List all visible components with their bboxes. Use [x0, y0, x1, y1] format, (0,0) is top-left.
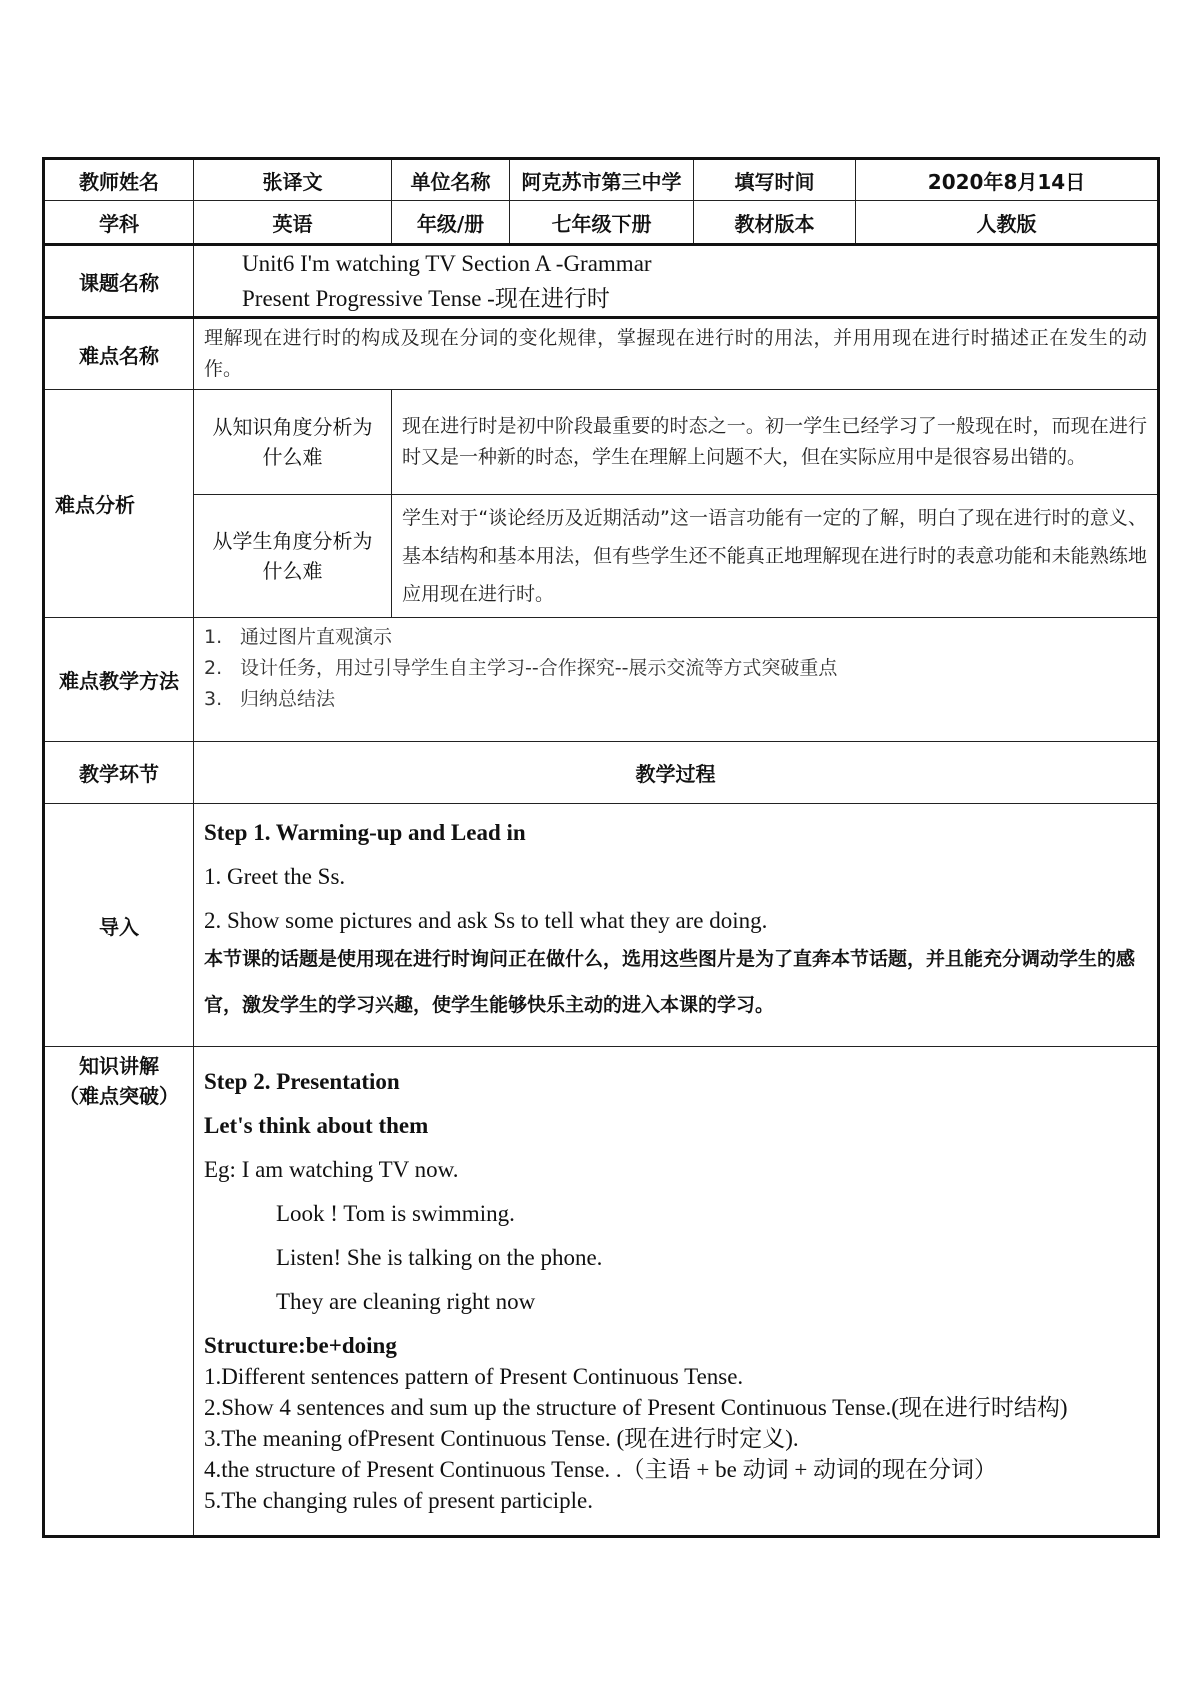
topic-line-2: Present Progressive Tense -现在进行时 [242, 286, 610, 311]
intro-step-title: Step 1. Warming-up and Lead in [204, 820, 526, 845]
unit-name-label: 单位名称 [392, 159, 510, 201]
methods-item: 3. 归纳总结法 [204, 688, 336, 710]
knowledge-step-title: Step 2. Presentation [204, 1069, 400, 1094]
analysis-row-student [44, 495, 1159, 618]
knowledge-point: 1.Different sentences pattern of Present Continuous Tense. [204, 1364, 744, 1389]
knowledge-point: 4.the structure of Present Continuous Tense. .（主语 + be 动词 + 动词的现在分词） [204, 1457, 998, 1482]
knowledge-example: They are cleaning right now [276, 1289, 536, 1314]
methods-list [194, 622, 1157, 715]
knowledge-point: 2.Show 4 sentences and sum up the structure of Present Continuous Tense.(现在进行时结构) [204, 1395, 1068, 1420]
methods-cell [194, 618, 1159, 742]
analysis-row-knowledge [44, 390, 1159, 495]
process-header-row [44, 742, 1159, 804]
fill-date-value: 2020年8月14日 [856, 159, 1159, 201]
grade-label: 年级/册 [392, 201, 510, 245]
analysis-label: 难点分析 [44, 390, 194, 618]
lesson-plan-table [42, 157, 1160, 1538]
knowledge-cell [194, 1047, 1159, 1537]
knowledge-content [194, 1047, 1157, 1524]
student-angle-text: 学生对于“谈论经历及近期活动”这一语言功能有一定的了解，明白了现在进行时的意义、基本结构和基本用法，但有些学生还不能真正地理解现在进行时的表意功能和未能熟练地应用现在进行时。 [402, 507, 1147, 605]
difficulty-row [44, 318, 1159, 390]
intro-line-1: 1. Greet the Ss. [204, 864, 346, 889]
fill-date-label: 填写时间 [694, 159, 856, 201]
unit-name-value: 阿克苏市第三中学 [510, 159, 694, 201]
intro-line-2: 2. Show some pictures and ask Ss to tell what they are doing. [204, 908, 768, 933]
process-title: 教学过程 [194, 742, 1159, 804]
teacher-name-value: 张译文 [194, 159, 392, 201]
teacher-name-label: 教师姓名 [44, 159, 194, 201]
knowledge-row [44, 1047, 1159, 1537]
edition-value: 人教版 [856, 201, 1159, 245]
intro-note: 本节课的话题是使用现在进行时询问正在做什么，选用这些图片是为了直奔本节话题，并且能充分调动学生的感官，激发学生的学习兴趣，使学生能够快乐主动的进入本课的学习。 [204, 948, 1136, 1016]
methods-row [44, 618, 1159, 742]
knowledge-label [44, 1047, 194, 1537]
difficulty-cell [194, 318, 1159, 390]
subject-label: 学科 [44, 201, 194, 245]
knowledge-angle-label: 从知识角度分析为什么难 [194, 390, 392, 495]
knowledge-point: 3.The meaning ofPresent Continuous Tense. (现在进行时定义). [204, 1426, 799, 1451]
header-row-1 [44, 159, 1159, 201]
intro-content [194, 804, 1157, 1036]
topic-cell [194, 245, 1159, 318]
knowledge-point: 5.The changing rules of present participle. [204, 1488, 593, 1513]
knowledge-subtitle: Let's think about them [204, 1113, 429, 1138]
methods-item: 2. 设计任务，用过引导学生自主学习--合作探究--展示交流等方式突破重点 [204, 657, 838, 679]
grade-value: 七年级下册 [510, 201, 694, 245]
edition-label: 教材版本 [694, 201, 856, 245]
knowledge-angle-text: 现在进行时是初中阶段最重要的时态之一。初一学生已经学习了一般现在时，而现在进行时又是一种新的时态，学生在理解上问题不大，但在实际应用中是很容易出错的。 [402, 415, 1147, 468]
student-angle-label: 从学生角度分析为什么难 [194, 495, 392, 618]
knowledge-example: Look ! Tom is swimming. [276, 1201, 515, 1226]
intro-label: 导入 [44, 804, 194, 1047]
process-stage-label: 教学环节 [44, 742, 194, 804]
topic-line-1: Unit6 I'm watching TV Section A -Grammar [242, 251, 652, 276]
intro-row [44, 804, 1159, 1047]
lesson-plan-document [42, 157, 1157, 1538]
methods-item: 1. 通过图片直观演示 [204, 626, 393, 648]
student-angle-cell [392, 495, 1159, 618]
subject-value: 英语 [194, 201, 392, 245]
intro-cell [194, 804, 1159, 1047]
difficulty-label: 难点名称 [44, 318, 194, 390]
methods-label: 难点教学方法 [44, 618, 194, 742]
difficulty-text: 理解现在进行时的构成及现在分词的变化规律，掌握现在进行时的用法，并用用现在进行时描述正在发生的动作。 [204, 327, 1147, 380]
header-row-2 [44, 201, 1159, 245]
knowledge-eg-line: Eg: I am watching TV now. [204, 1157, 459, 1182]
topic-row [44, 245, 1159, 318]
structure-title: Structure:be+doing [204, 1333, 397, 1358]
topic-label: 课题名称 [44, 245, 194, 318]
knowledge-example: Listen! She is talking on the phone. [276, 1245, 603, 1270]
knowledge-label-line-1: 知识讲解 [79, 1054, 159, 1078]
knowledge-label-line-2: （难点突破） [59, 1084, 179, 1108]
knowledge-angle-cell [392, 390, 1159, 495]
